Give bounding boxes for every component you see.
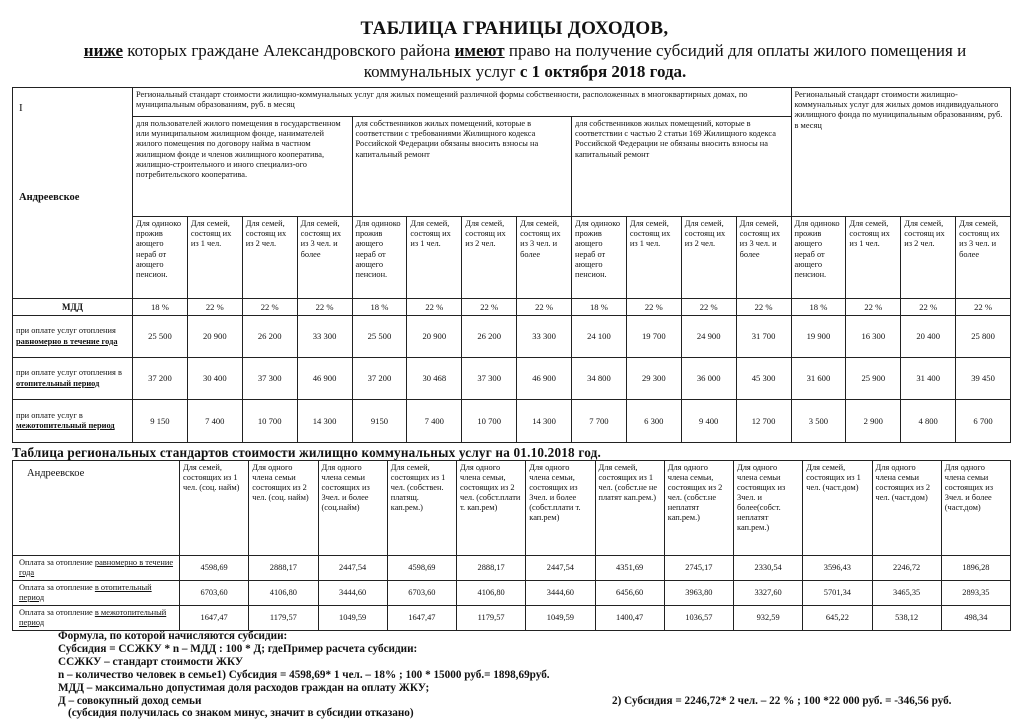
table1-row-heating (13, 358, 1011, 400)
table2-cell: 2893,35 (941, 581, 1010, 606)
table2-cell: 1179,57 (457, 606, 526, 631)
table1-mdd-value: 18 % (352, 299, 407, 316)
table1-cell: 30 400 (187, 358, 242, 400)
subtitle-text-3: коммунальных услуг (363, 62, 520, 81)
table1-row-nonheating (13, 400, 1011, 443)
table1-cell: 26 200 (242, 316, 297, 358)
table2-cell: 1036,57 (664, 606, 733, 631)
table1-group-tenants: для пользователей жилого помещения в государственном или муниципальном жилищном фонде, нанимателей жилого помещения по договору найма в частном жилищном фонде и членов жилищного кооператива, жилищно-строительного и иного специализ-ого потребительского кооператива. (133, 117, 353, 217)
subtitle-word-below: ниже (83, 41, 124, 60)
table1-column-header: Для одиноко прожив ающего нераб от ающего пенсион. (352, 217, 407, 299)
table2-cell: 2447,54 (318, 556, 387, 581)
table1-cell: 20 400 (901, 316, 956, 358)
table1-column-header: Для семей, состоящ их из 1 чел. (407, 217, 462, 299)
table1-cell: 7 400 (187, 400, 242, 443)
table2-column-header: Для одного члена семьи состоящих из 3чел. и более(собст. неплатят кап.рем.) (734, 461, 803, 556)
table2-column-header: Для семей, состоящих из 1 чел. (соц. найм) (180, 461, 249, 556)
table1-cell: 25 500 (133, 316, 188, 358)
table1-column-header: Для семей, состоящ их из 2 чел. (242, 217, 297, 299)
table2-cell: 4106,80 (249, 581, 318, 606)
table1-row-label: при оплате услуг отопления в отопительный период (13, 358, 133, 400)
table1-column-header: Для семей, состоящ их из 1 чел. (187, 217, 242, 299)
table2-cell: 1400,47 (595, 606, 664, 631)
formula-line: ССЖКУ – стандарт стоимости ЖКУ (58, 655, 244, 668)
table2-cell: 6456,60 (595, 581, 664, 606)
table1-cell: 31 400 (901, 358, 956, 400)
table1-cell: 10 700 (242, 400, 297, 443)
table1-cell: 46 900 (297, 358, 352, 400)
table1-mdd-value: 18 % (791, 299, 846, 316)
table1-mdd-value: 18 % (572, 299, 627, 316)
table1-mdd-value: 22 % (407, 299, 462, 316)
table1-cell: 10 700 (462, 400, 517, 443)
table1-cell: 25 800 (956, 316, 1011, 358)
table2-cell: 2246,72 (872, 556, 941, 581)
table1-mdd-value: 22 % (187, 299, 242, 316)
table2-cell: 645,22 (803, 606, 872, 631)
table1-cell: 46 900 (517, 358, 572, 400)
table1-cell: 29 300 (626, 358, 681, 400)
table2-cell: 4351,69 (595, 556, 664, 581)
table1-cell: 37 200 (352, 358, 407, 400)
subtitle-text-1: которых граждане Александровского района (123, 41, 455, 60)
table2-area-name: Андреевское (13, 461, 180, 556)
table1-cell: 3 500 (791, 400, 846, 443)
table2-column-header: Для одного члена семьи состоящих из 3чел. и более (част.дом) (941, 461, 1010, 556)
table1-column-header: Для семей, состоящ их из 3 чел. и более (956, 217, 1011, 299)
table2-cell: 2888,17 (457, 556, 526, 581)
table1-column-header: Для одиноко прожив ающего нераб от ающего пенсион. (133, 217, 188, 299)
table2-column-header: Для семей, состоящих из 1 чел. (собствен. платящ. кап.рем.) (387, 461, 456, 556)
table2-column-header: Для одного члена семьи состоящих из 3чел. и более (соц.найм) (318, 461, 387, 556)
table2-cell: 538,12 (872, 606, 941, 631)
subtitle-text-2: право на получение субсидий для оплаты жилого помещения и (504, 41, 967, 60)
table1-top-header-left: Региональный стандарт стоимости жилищно-коммунальных услуг для жилых помещений различной формы собственности, расположенных в многоквартирных домах, по муниципальным образованиям, руб. в месяц (133, 88, 792, 117)
table2-cell: 3465,35 (872, 581, 941, 606)
table2-cell: 2888,17 (249, 556, 318, 581)
table1-area-name: Андреевское (19, 192, 80, 203)
table2-column-header: Для семей, состоящих из 1 чел. (част.дом) (803, 461, 872, 556)
table1-cell: 37 300 (242, 358, 297, 400)
table2-cell: 1647,47 (387, 606, 456, 631)
table1-column-header: Для семей, состоящ их из 1 чел. (626, 217, 681, 299)
table1-area-cell (13, 88, 133, 299)
table1-cell: 33 300 (297, 316, 352, 358)
table2-cell: 2745,17 (664, 556, 733, 581)
table1-cell: 25 900 (846, 358, 901, 400)
table1-column-header: Для семей, состоящ их из 2 чел. (462, 217, 517, 299)
table2-cell: 2330,54 (734, 556, 803, 581)
table2-cell: 6703,60 (180, 581, 249, 606)
table1-cell: 25 500 (352, 316, 407, 358)
table2-cell: 3444,60 (318, 581, 387, 606)
table1-cell: 19 900 (791, 316, 846, 358)
table1-mdd-label: МДД (13, 299, 133, 316)
table1-cell: 16 300 (846, 316, 901, 358)
table1-cell: 6 300 (626, 400, 681, 443)
table1-cell: 31 700 (736, 316, 791, 358)
table2-cell: 4106,80 (457, 581, 526, 606)
table2-cell: 498,34 (941, 606, 1010, 631)
table1-group-owners-pay: для собственников жилых помещений, которые в соответствии с требованиями Жилищного кодекса Российской Федерации обязаны вносить взносы на капитальный ремонт (352, 117, 572, 217)
table1-cell: 14 300 (517, 400, 572, 443)
subtitle-word-have: имеют (454, 41, 505, 60)
table1-cell: 31 600 (791, 358, 846, 400)
table2-column-header: Для одного члена семьи состоящих из 2 чел. (част.дом) (872, 461, 941, 556)
table1-cell: 12 700 (736, 400, 791, 443)
table1-mdd-value: 22 % (626, 299, 681, 316)
formula-line: Д – совокупный доход семьи (58, 694, 202, 707)
table1-cell: 2 900 (846, 400, 901, 443)
table2-row-label: Оплата за отопление в отопительный период (13, 581, 180, 606)
table1-mdd-value: 22 % (736, 299, 791, 316)
table1-column-header: Для семей, состоящ их из 3 чел. и более (736, 217, 791, 299)
table1-top-header-right: Региональный стандарт стоимости жилищно-коммунальных услуг для жилых домов индивидуального жилищного фонда по муниципальным образованиям, руб. в месяц (791, 88, 1011, 217)
page-subtitle (40, 40, 1010, 82)
table2-cell: 3963,80 (664, 581, 733, 606)
table2-column-header: Для одного члена семьи, состоящих из 3чел. и более (собст.плати т. кап.рем) (526, 461, 595, 556)
formula-line: МДД – максимально допустимая доля расходов граждан на оплату ЖКУ; (58, 681, 430, 694)
table1-mdd-value: 22 % (956, 299, 1011, 316)
table1-column-header: Для семей, состоящ их из 2 чел. (901, 217, 956, 299)
subtitle-date: с 1 октября 2018 года. (519, 62, 687, 81)
table1-cell: 36 000 (681, 358, 736, 400)
table1-cell: 45 300 (736, 358, 791, 400)
table1-group-owners-nopay: для собственников жилых помещений, которые в соответствии с частью 2 статьи 169 Жилищного кодекса Российской Федерации не обязаны вносить взносы на капитальный ремонт (572, 117, 792, 217)
table2-column-header: Для одного члена семьи состоящих из 2 чел. (соц. найм) (249, 461, 318, 556)
table1-column-header: Для одиноко прожив ающего нераб от ающего пенсион. (572, 217, 627, 299)
table1-cell: 20 900 (407, 316, 462, 358)
table1-mdd-value: 18 % (133, 299, 188, 316)
table1-cell: 19 700 (626, 316, 681, 358)
table2-row-label: Оплата за отопление равномерно в течение года (13, 556, 180, 581)
table1-column-header: Для семей, состоящ их из 3 чел. и более (517, 217, 572, 299)
table1-cell: 9150 (352, 400, 407, 443)
table1-corner-mark: I (19, 101, 23, 114)
table2-cell: 3444,60 (526, 581, 595, 606)
table1-cell: 34 800 (572, 358, 627, 400)
table2-cell: 4598,69 (180, 556, 249, 581)
table2-cell: 5701,34 (803, 581, 872, 606)
table1-cell: 14 300 (297, 400, 352, 443)
table1-cell: 37 200 (133, 358, 188, 400)
table2-cell: 3327,60 (734, 581, 803, 606)
table2-column-header: Для семей, состоящих из 1 чел. (собст.не не платят кап.рем.) (595, 461, 664, 556)
table2-cell: 1179,57 (249, 606, 318, 631)
table1-cell: 37 300 (462, 358, 517, 400)
formula-line: Формула, по которой начисляются субсидии: (58, 630, 288, 642)
regional-standards-table (12, 460, 1011, 631)
table1-cell: 7 400 (407, 400, 462, 443)
table1-cell: 39 450 (956, 358, 1011, 400)
table1-mdd-value: 22 % (242, 299, 297, 316)
table2-row-heating (13, 581, 1011, 606)
table1-mdd-value: 22 % (846, 299, 901, 316)
page-title: ТАБЛИЦА ГРАНИЦЫ ДОХОДОВ, (360, 18, 669, 39)
table2-row-uniform (13, 556, 1011, 581)
table1-column-header: Для семей, состоящ их из 3 чел. и более (297, 217, 352, 299)
table1-mdd-row (13, 299, 1011, 316)
table2-cell: 2447,54 (526, 556, 595, 581)
table1-column-header: Для семей, состоящ их из 1 чел. (846, 217, 901, 299)
table2-cell: 1049,59 (318, 606, 387, 631)
table1-cell: 30 468 (407, 358, 462, 400)
formula-example-2: 2) Субсидия = 2246,72* 2 чел. – 22 % ; 100 *22 000 руб. = -346,56 руб. (612, 695, 952, 707)
formula-line: n – количество человек в семье1) Субсидия = 4598,69* 1 чел. – 18% ; 100 * 15000 руб.= 1898,69руб. (58, 668, 550, 681)
table1-cell: 20 900 (187, 316, 242, 358)
table2-column-header-row (13, 461, 1011, 556)
table1-column-header: Для семей, состоящ их из 2 чел. (681, 217, 736, 299)
formula-line: (субсидия получилась со знаком минус, значит в субсидии отказано) (68, 707, 414, 720)
table1-column-header-row (13, 217, 1011, 299)
table1-cell: 9 150 (133, 400, 188, 443)
table1-cell: 33 300 (517, 316, 572, 358)
table2-row-label: Оплата за отопление в межотопительный период (13, 606, 180, 631)
formula-line: Субсидия = ССЖКУ * n – МДД : 100 * Д; гдеПример расчета субсидии: (58, 642, 418, 655)
table1-cell: 7 700 (572, 400, 627, 443)
table1-row-label: при оплате услуг в межотопительный период (13, 400, 133, 443)
table1-mdd-value: 22 % (297, 299, 352, 316)
table1-row-label: при оплате услуг отопления равномерно в течение года (13, 316, 133, 358)
table1-cell: 24 100 (572, 316, 627, 358)
table1-mdd-value: 22 % (901, 299, 956, 316)
table2-cell: 1647,47 (180, 606, 249, 631)
table1-cell: 9 400 (681, 400, 736, 443)
table2-cell: 3596,43 (803, 556, 872, 581)
table2-cell: 1049,59 (526, 606, 595, 631)
formula-block (58, 630, 550, 720)
table1-cell: 6 700 (956, 400, 1011, 443)
table1-column-header: Для одиноко прожив ающего нераб от ающего пенсион. (791, 217, 846, 299)
table2-column-header: Для одного члена семьи, состоящих из 2 чел. (собст.не неплатят кап.рем.) (664, 461, 733, 556)
table1-mdd-value: 22 % (517, 299, 572, 316)
table1-cell: 24 900 (681, 316, 736, 358)
table2-row-nonheating (13, 606, 1011, 631)
table1-mdd-value: 22 % (462, 299, 517, 316)
table1-row-uniform (13, 316, 1011, 358)
table2-title: Таблица региональных стандартов стоимости жилищно коммунальных услуг на 01.10.2018 год. (12, 445, 601, 460)
table1-cell: 4 800 (901, 400, 956, 443)
table1-cell: 26 200 (462, 316, 517, 358)
table2-cell: 1896,28 (941, 556, 1010, 581)
table1-mdd-value: 22 % (681, 299, 736, 316)
table2-cell: 4598,69 (387, 556, 456, 581)
table2-cell: 6703,60 (387, 581, 456, 606)
table2-cell: 932,59 (734, 606, 803, 631)
table2-column-header: Для одного члена семьи, состоящих из 2 чел. (собст.плати т. кап.рем) (457, 461, 526, 556)
income-limits-table (12, 87, 1011, 443)
